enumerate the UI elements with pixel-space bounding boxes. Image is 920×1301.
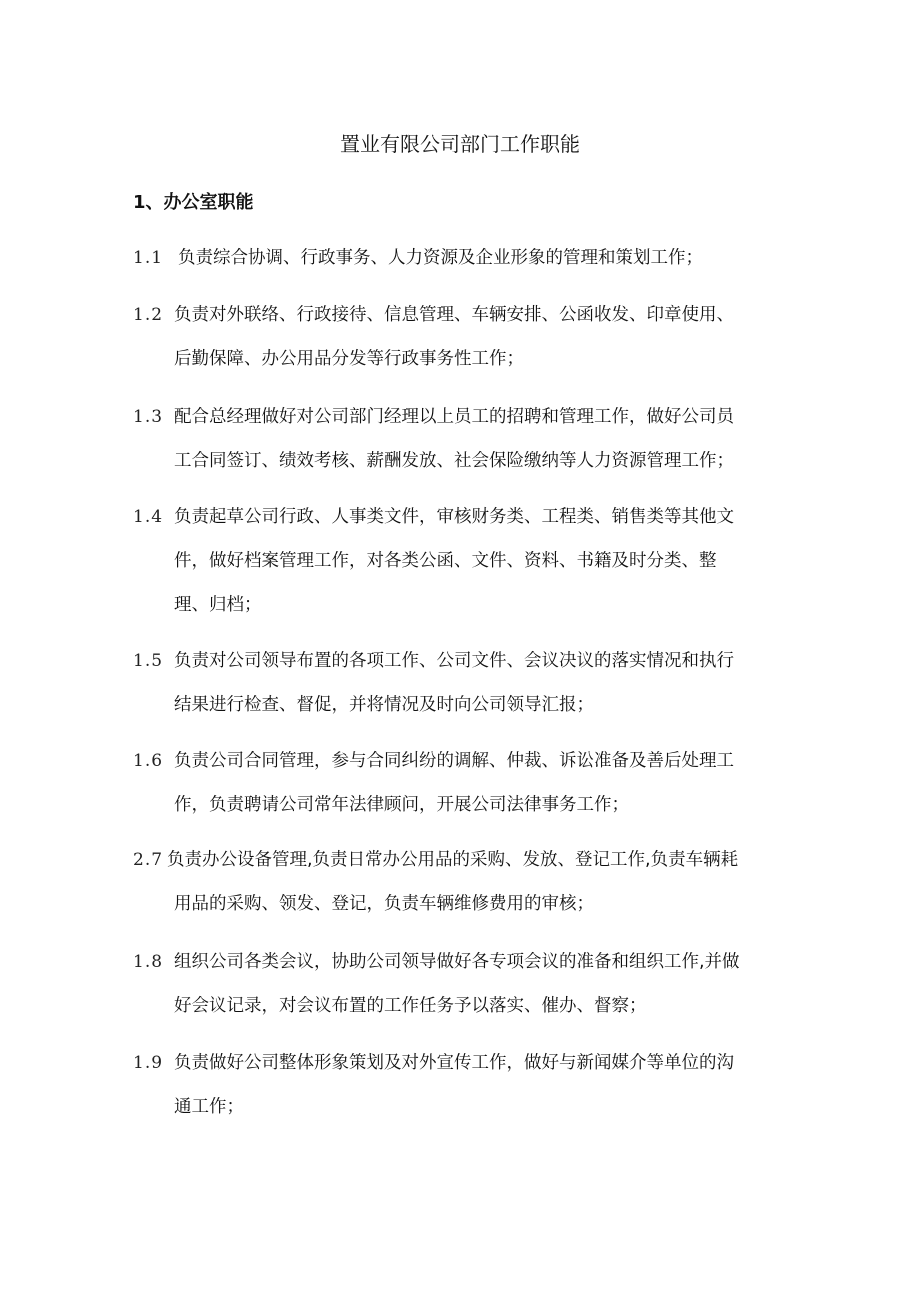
item-line: 用品的采购、领发、登记，负责车辆维修费用的审核； — [174, 894, 594, 914]
item-line: 负责综合协调、行政事务、人力资源及企业形象的管理和策划工作； — [178, 248, 703, 268]
item-text — [178, 236, 793, 280]
item-text — [174, 639, 793, 727]
item-number: 1.1 — [133, 248, 164, 268]
list-item — [133, 1041, 793, 1129]
item-text — [174, 940, 793, 1028]
list-item — [133, 739, 793, 827]
item-line: 负责对公司领导布置的各项工作、公司文件、会议决议的落实情况和执行 — [174, 651, 734, 671]
item-number: 1.5 — [133, 651, 164, 671]
item-line: 负责起草公司行政、人事类文件，审核财务类、工程类、销售类等其他文 — [174, 507, 734, 527]
item-number: 2.7 — [133, 850, 164, 870]
item-line: 结果进行检查、督促，并将情况及时向公司领导汇报； — [174, 695, 594, 715]
item-line: 配合总经理做好对公司部门经理以上员工的招聘和管理工作，做好公司员 — [174, 407, 734, 427]
item-text — [174, 495, 793, 627]
list-item — [133, 395, 793, 483]
item-line: 好会议记录，对会议布置的工作任务予以落实、催办、督察； — [174, 996, 647, 1016]
section-heading: 1、办公室职能 — [133, 192, 254, 213]
item-text — [174, 395, 793, 483]
item-text — [167, 838, 793, 926]
list-item — [133, 495, 793, 627]
list-item — [133, 293, 793, 381]
item-number: 1.3 — [133, 407, 164, 427]
item-line: 组织公司各类会议，协助公司领导做好各专项会议的准备和组织工作,并做 — [174, 952, 740, 972]
item-number: 1.4 — [133, 507, 164, 527]
item-number: 1.2 — [133, 305, 164, 325]
item-number: 1.6 — [133, 751, 164, 771]
item-line: 后勤保障、办公用品分发等行政事务性工作； — [174, 349, 524, 369]
item-line: 通工作； — [174, 1097, 244, 1117]
item-line: 负责公司合同管理，参与合同纠纷的调解、仲裁、诉讼准备及善后处理工 — [174, 751, 734, 771]
list-item — [133, 838, 793, 926]
item-text — [174, 739, 793, 827]
list-item — [133, 236, 793, 280]
item-line: 作，负责聘请公司常年法律顾问，开展公司法律事务工作； — [174, 795, 629, 815]
item-number: 1.8 — [133, 952, 164, 972]
item-line: 负责办公设备管理,负责日常办公用品的采购、发放、登记工作,负责车辆耗 — [167, 850, 739, 870]
list-item — [133, 940, 793, 1028]
item-line: 负责做好公司整体形象策划及对外宣传工作，做好与新闻媒介等单位的沟 — [174, 1053, 734, 1073]
item-number: 1.9 — [133, 1053, 164, 1073]
item-text — [174, 293, 793, 381]
item-line: 件，做好档案管理工作，对各类公函、文件、资料、书籍及时分类、整 — [174, 551, 717, 571]
item-line: 理、归档； — [174, 595, 262, 615]
item-text — [174, 1041, 793, 1129]
document-title: 置业有限公司部门工作职能 — [340, 132, 580, 156]
list-item — [133, 639, 793, 727]
item-line: 负责对外联络、行政接待、信息管理、车辆安排、公函收发、印章使用、 — [174, 305, 734, 325]
item-line: 工合同签订、绩效考核、薪酬发放、社会保险缴纳等人力资源管理工作； — [174, 451, 734, 471]
